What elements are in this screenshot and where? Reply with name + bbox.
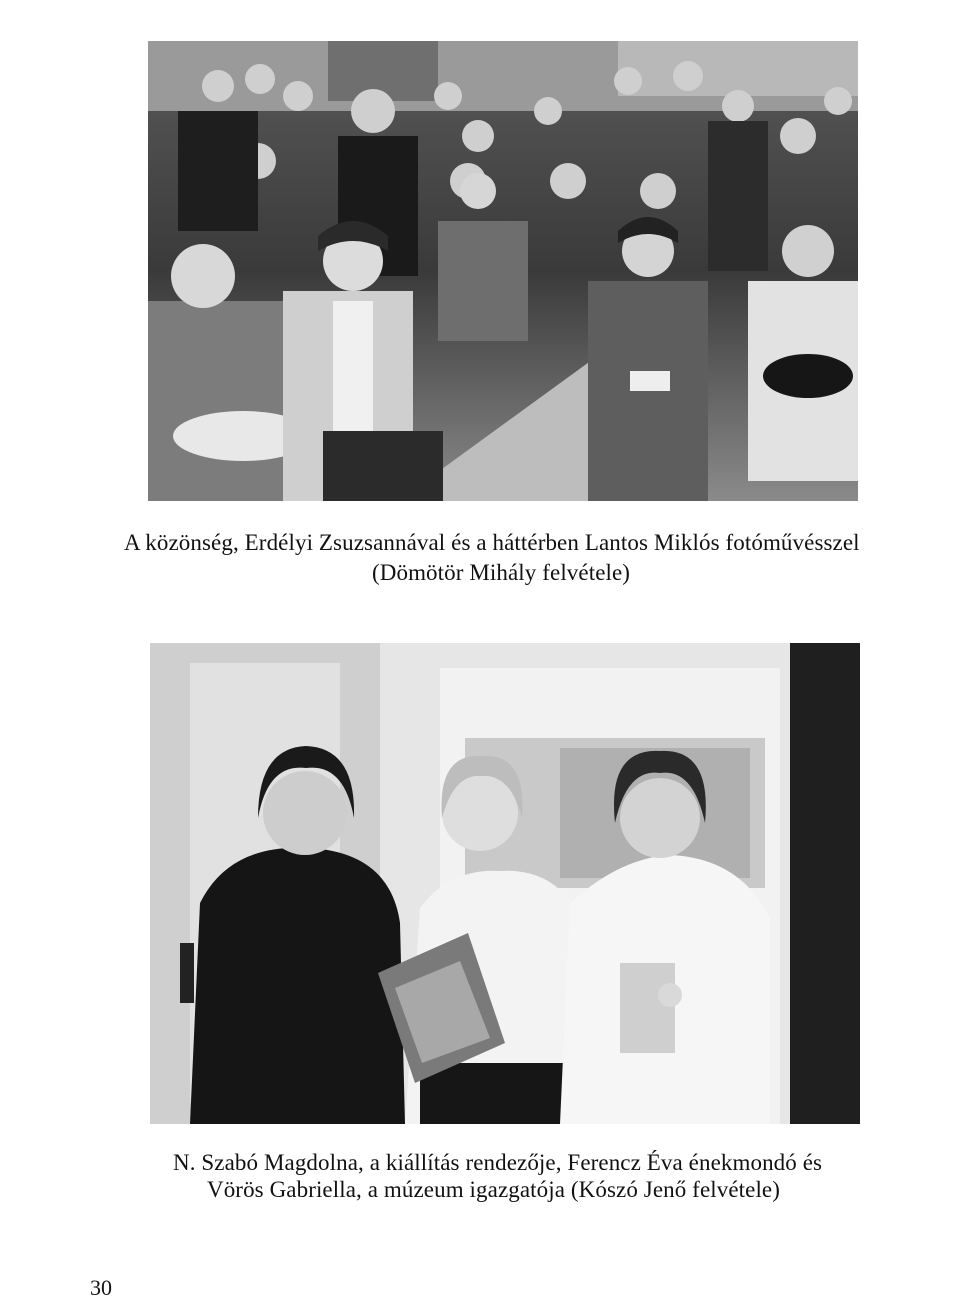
audience-photo-caption-line-1: A közönség, Erdélyi Zsuzsannával és a háttérben Lantos Miklós fotóművésszel [124, 530, 860, 555]
page-number: 30 [90, 1275, 112, 1300]
audience-photo-caption-line-2: (Dömötör Mihály felvétele) [372, 560, 631, 585]
audience-photo-illustration [148, 41, 858, 501]
organizers-photo-caption-line-2: Vörös Gabriella, a múzeum igazgatója (Kószó Jenő felvétele) [207, 1177, 781, 1202]
organizers-photo-caption-line-1: N. Szabó Magdolna, a kiállítás rendezője, Ferencz Éva énekmondó és [173, 1150, 823, 1175]
organizers-photo [150, 643, 860, 1124]
organizers-photo-illustration [150, 643, 860, 1124]
audience-photo [148, 41, 858, 501]
